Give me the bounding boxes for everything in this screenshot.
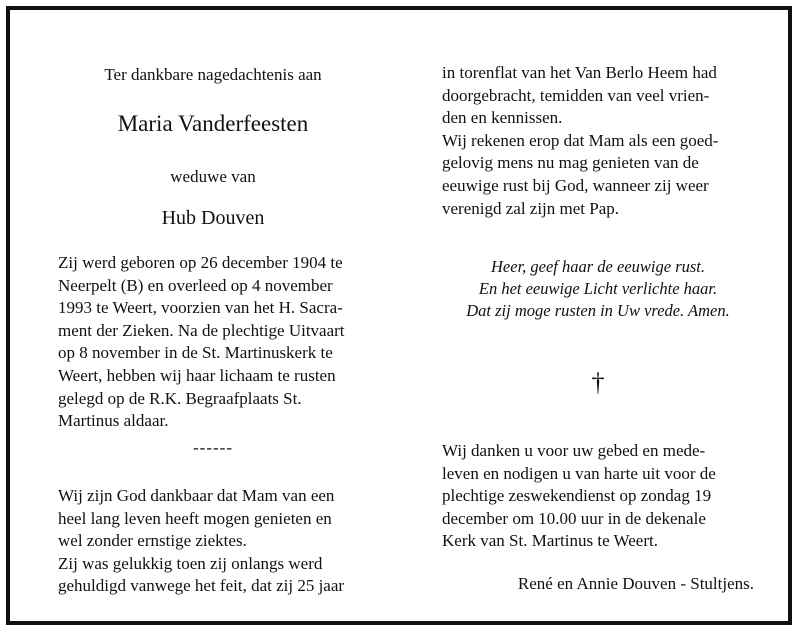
text-line: plechtige zeswekendienst op zondag 19 xyxy=(442,486,712,506)
text-line: gelovig mens nu mag genieten van de xyxy=(442,153,699,173)
text-line: op 8 november in de St. Martinuskerk te xyxy=(58,343,333,363)
text-line: Wij rekenen erop dat Mam als een goed- xyxy=(442,130,719,150)
family-signature: René en Annie Douven - Stultjens. xyxy=(517,574,754,593)
section-separator: ------ xyxy=(193,438,233,457)
text-line: Zij was gelukkig toen zij onlangs werd xyxy=(58,553,323,573)
prayer-line: Heer, geef haar de eeuwige rust. xyxy=(491,257,705,276)
text-line: Wij zijn God dankbaar dat Mam van een xyxy=(58,486,335,505)
text-line: Weert, hebben wij haar lichaam te rusten xyxy=(58,365,336,385)
text-line: december om 10.00 uur in de dekenale xyxy=(442,508,706,528)
memorial-card xyxy=(6,6,792,625)
text-line: wel zonder ernstige ziektes. xyxy=(58,531,247,551)
text-line: 1993 te Weert, voorzien van het H. Sacra- xyxy=(58,298,343,318)
invitation-paragraph xyxy=(442,440,754,553)
prayer-line: En het eeuwige Licht verlichte haar. xyxy=(478,279,718,298)
text-line: den en kennissen. xyxy=(442,108,563,128)
text-line: Martinus aldaar. xyxy=(58,411,169,431)
gratitude-paragraph xyxy=(58,485,368,598)
text-line: doorgebracht, temidden van veel vrien- xyxy=(442,85,710,105)
text-line: gehuldigd vanwege het feit, dat zij 25 jaar xyxy=(58,576,345,596)
intro-text: Ter dankbare nagedachtenis aan xyxy=(104,65,322,84)
text-line: gelegd op de R.K. Begraafplaats St. xyxy=(58,388,302,408)
text-line: heel lang leven heeft mogen genieten en xyxy=(58,508,332,528)
cross-icon: † xyxy=(591,368,605,397)
text-line: eeuwige rust bij God, wanneer zij weer xyxy=(442,175,709,195)
text-line: Zij werd geboren op 26 december 1904 te xyxy=(58,253,343,272)
prayer-text xyxy=(442,256,754,322)
widow-of-text: weduwe van xyxy=(170,167,256,186)
text-line: Kerk van St. Martinus te Weert. xyxy=(442,531,658,551)
prayer-line: Dat zij moge rusten in Uw vrede. Amen. xyxy=(466,301,730,320)
text-line: Neerpelt (B) en overleed op 4 november xyxy=(58,275,333,295)
deceased-name: Maria Vanderfeesten xyxy=(117,111,309,136)
text-line: in torenflat van het Van Berlo Heem had xyxy=(442,63,717,82)
text-line: verenigd zal zijn met Pap. xyxy=(442,198,620,218)
text-line: Wij danken u voor uw gebed en mede- xyxy=(442,441,706,460)
text-line: leven en nodigen u van harte uit voor de xyxy=(442,463,716,483)
biography-paragraph xyxy=(58,252,368,433)
text-line: ment der Zieken. Na de plechtige Uitvaart xyxy=(58,320,345,340)
continuation-paragraph xyxy=(442,62,754,220)
husband-name: Hub Douven xyxy=(161,207,265,229)
